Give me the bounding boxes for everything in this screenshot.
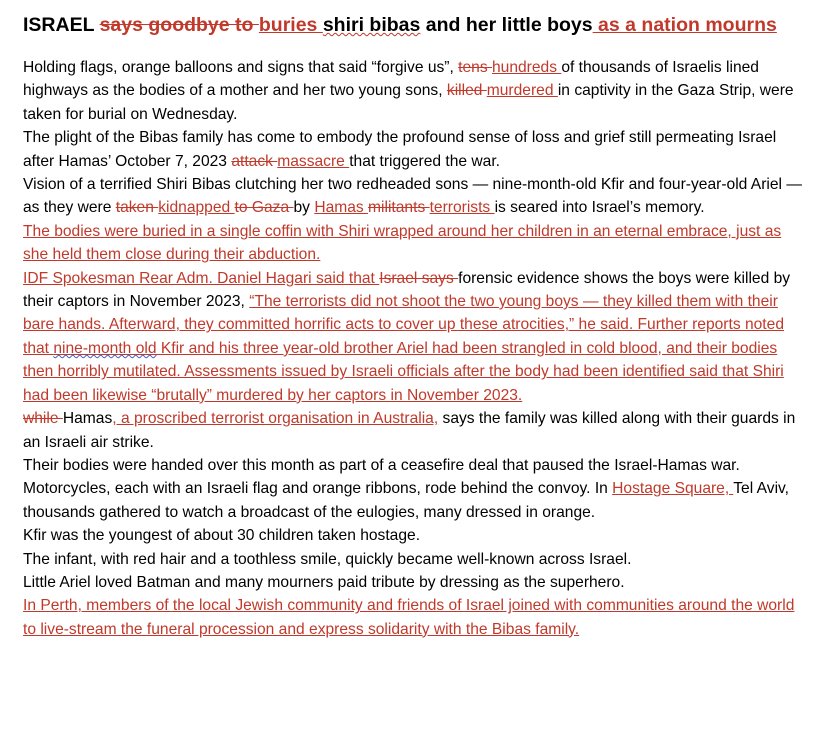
inserted-text: hundreds: [491, 59, 562, 76]
deleted-text: militants: [368, 199, 430, 217]
deleted-text: taken: [115, 199, 159, 217]
title-text: ISRAEL: [23, 14, 100, 36]
paragraph-9: Kfir was the youngest of about 30 children taken hostage.: [23, 527, 421, 545]
text-run: that triggered the war.: [349, 152, 501, 170]
inserted-text: [53, 340, 156, 357]
inserted-text: massacre: [277, 152, 350, 170]
title-inserted-text: buries: [258, 14, 323, 36]
text-run: Hamas: [62, 410, 113, 428]
paragraph-12: [23, 594, 802, 641]
deleted-text: to Gaza: [234, 199, 294, 217]
inserted-text: terrorists: [429, 199, 495, 217]
inserted-text: murdered: [486, 82, 558, 100]
text-run: of thousands of Israelis lined highways as the bodies of a mother and her two young sons,: [23, 59, 759, 100]
paragraph-11: Little Ariel loved Batman and many mourners paid tribute by dressing as the superhero.: [23, 573, 625, 591]
paragraph-1: [23, 56, 802, 126]
text-run: Vision of a terrified Shiri Bibas clutching her two redheaded sons — nine-month-old Kfir and four-year-old Ariel — as they were: [23, 176, 802, 217]
paragraph-7: Their bodies were handed over this month as part of a ceasefire deal that paused the Israel-Hamas war.: [23, 456, 740, 474]
text-run: is seared into Israel’s memory.: [494, 199, 705, 217]
inserted-text: Kfir and his three year-old brother Ariel had been strangled in cold blood, and their bodies then horribly mutilated. Assessments issued by Israeli officials after the body had been identified said that Shiri had been likewise “brutally” murdered by her captors in November 2023.: [23, 339, 784, 404]
document-body: [23, 56, 802, 641]
text-run: The plight of the Bibas family has come to embody the profound sense of loss and grief still permeating Israel after Hamas’ October 7, 2023: [23, 129, 777, 170]
paragraph-8: [23, 477, 802, 524]
inserted-text: Hamas: [314, 199, 369, 217]
paragraph-5: [23, 267, 802, 407]
text-run: Tel Aviv, thousands gathered to watch a broadcast of the eulogies, many dressed in orange.: [23, 480, 790, 521]
deleted-text: tens: [458, 59, 492, 76]
paragraph-10: The infant, with red hair and a toothless smile, quickly became well-known across Israel.: [23, 550, 632, 568]
grammar-check-text: nine-month old: [53, 339, 157, 357]
deleted-text: Israel says: [379, 269, 459, 287]
title-inserted-text: as a nation mourns: [592, 14, 777, 36]
inserted-text: , a proscribed terrorist organisation in Australia,: [112, 410, 439, 428]
text-run: in captivity in the Gaza Strip, were taken for burial on Wednesday.: [23, 82, 794, 123]
title-text: and her little boys: [420, 14, 593, 36]
paragraph-3: [23, 173, 802, 220]
title-spellcheck-text: shiri bibas: [322, 14, 421, 36]
inserted-text: “The terrorists did not shoot the two young boys — they killed them with their bare hands. Afterward, they committed horrific acts to cover up these atrocities,” he said. Further reports noted that: [23, 293, 784, 357]
paragraph-4: [23, 220, 802, 267]
text-run: Motorcycles, each with an Israeli flag and orange ribbons, rode behind the convoy. In: [23, 480, 613, 498]
deleted-text: while: [23, 410, 63, 428]
text-run: forensic evidence shows the boys were killed by their captors in November 2023,: [23, 269, 791, 311]
inserted-text: In Perth, members of the local Jewish community and friends of Israel joined with communities around the world to live-stream the funeral procession and express solidarity with the Bibas family.: [23, 597, 795, 638]
document-title: [23, 10, 802, 40]
inserted-text: The bodies were buried in a single coffin with Shiri wrapped around her children in an eternal embrace, just as she held them close during their abduction.: [23, 222, 782, 264]
deleted-text: killed: [446, 82, 487, 100]
inserted-text: Hostage Square,: [612, 480, 734, 498]
title-deleted-text: says goodbye to: [99, 14, 259, 36]
inserted-text: IDF Spokesman Rear Adm. Daniel Hagari said that: [23, 269, 380, 287]
text-run: says the family was killed along with their guards in an Israeli air strike.: [23, 410, 796, 451]
deleted-text: attack: [231, 152, 278, 170]
inserted-text: kidnapped: [158, 199, 235, 217]
text-run: Holding flags, orange balloons and signs that said “forgive us”,: [23, 59, 459, 76]
paragraph-2: [23, 126, 802, 173]
paragraph-6: [23, 407, 802, 454]
text-run: by: [293, 199, 315, 217]
